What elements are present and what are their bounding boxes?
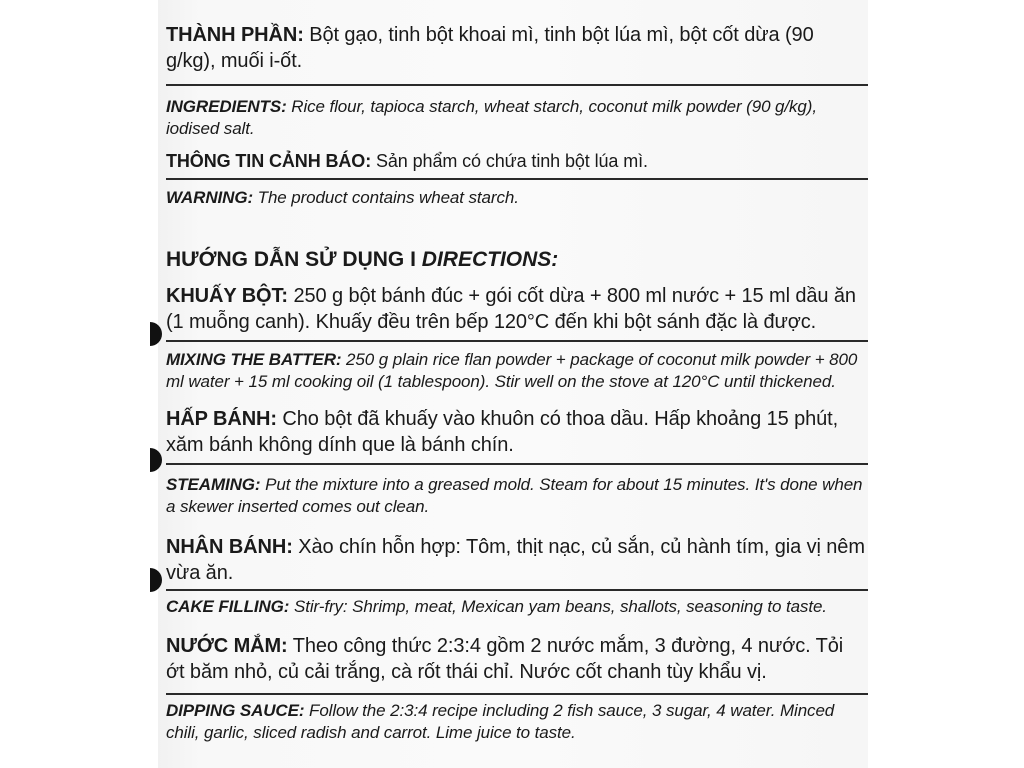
sauce-vn-label: NƯỚC MẮM: — [166, 635, 288, 657]
filling-vn-text: Xào chín hỗn hợp: Tôm, thịt nạc, củ sắn, củ hành tím, gia vị nêm vừa ăn. — [166, 536, 865, 584]
divider — [166, 693, 868, 695]
directions-title — [166, 248, 866, 272]
filling-en — [166, 596, 866, 618]
ingredients-vn — [166, 22, 866, 74]
steaming-vn-text: Cho bột đã khuấy vào khuôn có thoa dầu. Hấp khoảng 15 phút, xăm bánh không dính que là bánh chín. — [166, 408, 839, 456]
filling-vn — [166, 534, 866, 586]
divider — [166, 178, 868, 180]
directions-title-en: DIRECTIONS: — [421, 248, 559, 271]
warning-vn — [166, 148, 866, 174]
ingredients-vn-text: Bột gạo, tinh bột khoai mì, tinh bột lúa mì, bột cốt dừa (90 g/kg), muối i-ốt. — [166, 24, 814, 72]
mixing-en-text: 250 g plain rice flan powder + package of coconut milk powder + 800 ml water + 15 ml cooking oil (1 tablespoon). Stir well on the stove at 120°C until thickened. — [166, 350, 858, 391]
directions-title-vn: HƯỚNG DẪN SỬ DỤNG — [166, 248, 405, 271]
mixing-en — [166, 349, 866, 393]
sauce-en-label: DIPPING SAUCE: — [166, 701, 305, 720]
steaming-en-text: Put the mixture into a greased mold. Steam for about 15 minutes. It's done when a skewer inserted comes out clean. — [166, 475, 863, 516]
steaming-en-label: STEAMING: — [166, 475, 261, 494]
warning-en-text: The product contains wheat starch. — [253, 188, 519, 207]
ingredients-en-label: INGREDIENTS: — [166, 97, 287, 116]
filling-en-label: CAKE FILLING: — [166, 597, 290, 616]
directions-title-sep: I — [404, 248, 422, 271]
ingredients-en-text: Rice flour, tapioca starch, wheat starch, coconut milk powder (90 g/kg), iodised salt. — [166, 97, 817, 138]
mixing-vn — [166, 283, 866, 335]
steaming-vn — [166, 406, 866, 458]
steaming-vn-label: HẤP BÁNH: — [166, 408, 277, 430]
mixing-vn-text: 250 g bột bánh đúc + gói cốt dừa + 800 ml nước + 15 ml dầu ăn (1 muỗng canh). Khuấy đều trên bếp 120°C đến khi bột sánh đặc là được. — [166, 285, 856, 333]
filling-en-text: Stir-fry: Shrimp, meat, Mexican yam beans, shallots, seasoning to taste. — [289, 597, 827, 616]
mixing-vn-label: KHUẤY BỘT: — [166, 285, 288, 307]
mixing-en-label: MIXING THE BATTER: — [166, 350, 342, 369]
steaming-en — [166, 474, 866, 518]
warning-vn-label: THÔNG TIN CẢNH BÁO: — [166, 151, 372, 171]
warning-en — [166, 187, 866, 209]
ingredients-en — [166, 96, 866, 140]
sauce-vn — [166, 633, 866, 685]
ingredients-vn-label: THÀNH PHẦN: — [166, 24, 304, 46]
warning-vn-text: Sản phẩm có chứa tinh bột lúa mì. — [371, 151, 648, 171]
sauce-en-text: Follow the 2:3:4 recipe including 2 fish sauce, 3 sugar, 4 water. Minced chili, garlic, sliced radish and carrot. Lime juice to taste. — [166, 701, 835, 742]
divider — [166, 340, 868, 342]
sauce-en — [166, 700, 866, 744]
divider — [166, 589, 868, 591]
sauce-vn-text: Theo công thức 2:3:4 gồm 2 nước mắm, 3 đường, 4 nước. Tỏi ớt băm nhỏ, củ cải trắng, cà rốt thái chỉ. Nước cốt chanh tùy khẩu vị. — [166, 635, 844, 683]
warning-en-label: WARNING: — [166, 188, 254, 207]
divider — [166, 463, 868, 465]
divider — [166, 84, 868, 86]
filling-vn-label: NHÂN BÁNH: — [166, 536, 293, 558]
